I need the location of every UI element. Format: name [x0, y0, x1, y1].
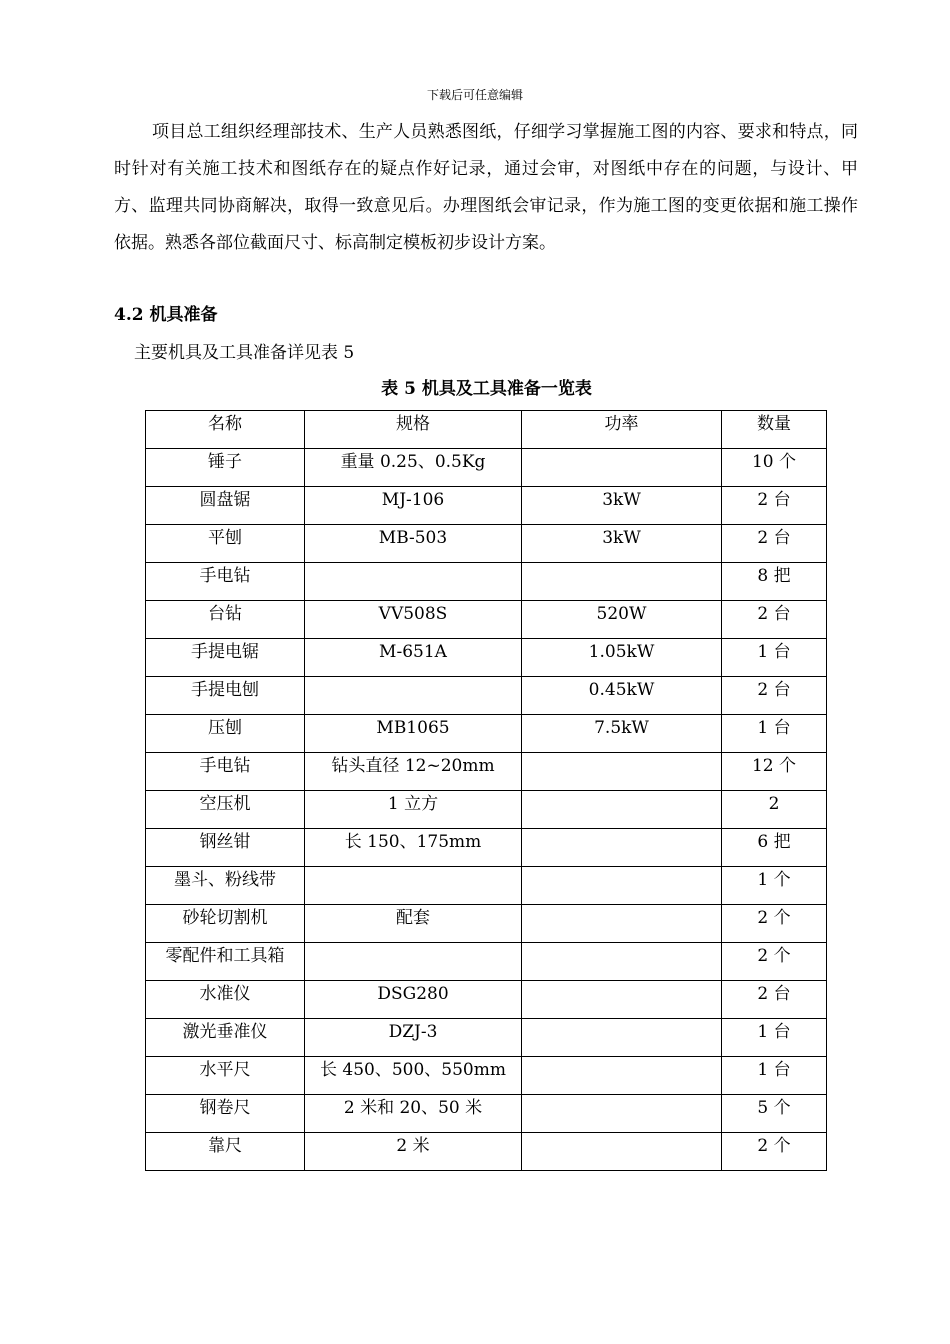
- table-row: [146, 715, 827, 753]
- cell-name: 钢丝钳: [146, 829, 305, 867]
- table-body: [146, 449, 827, 1171]
- cell-power: [522, 449, 722, 487]
- cell-power: [522, 753, 722, 791]
- cell-power: 3kW: [522, 487, 722, 525]
- cell-power: [522, 791, 722, 829]
- table-row: [146, 487, 827, 525]
- cell-power: [522, 1095, 722, 1133]
- cell-power: [522, 1057, 722, 1095]
- table-row: [146, 943, 827, 981]
- cell-spec: 2 米: [305, 1133, 522, 1171]
- header-power: 功率: [522, 411, 722, 449]
- cell-name: 砂轮切割机: [146, 905, 305, 943]
- cell-quantity: 2 台: [722, 525, 827, 563]
- cell-power: [522, 943, 722, 981]
- table-row: [146, 753, 827, 791]
- cell-power: [522, 905, 722, 943]
- cell-name: 水准仪: [146, 981, 305, 1019]
- body-paragraph: 项目总工组织经理部技术、生产人员熟悉图纸，仔细学习掌握施工图的内容、要求和特点，同时针对有关施工技术和图纸存在的疑点作好记录，通过会审，对图纸中存在的问题，与设计、甲方、监理共同协商解决，取得一致意见后。办理图纸会审记录，作为施工图的变更依据和施工操作依据。熟悉各部位截面尺寸、标高制定模板初步设计方案。: [114, 122, 858, 253]
- cell-name: 手电钻: [146, 563, 305, 601]
- table-row: [146, 905, 827, 943]
- cell-spec: 2 米和 20、50 米: [305, 1095, 522, 1133]
- header-quantity: 数量: [722, 411, 827, 449]
- cell-power: 7.5kW: [522, 715, 722, 753]
- cell-power: [522, 1019, 722, 1057]
- cell-quantity: 2: [722, 791, 827, 829]
- cell-spec: [305, 943, 522, 981]
- cell-spec: MJ-106: [305, 487, 522, 525]
- table-row: [146, 601, 827, 639]
- cell-quantity: 1 台: [722, 639, 827, 677]
- table-row: [146, 1057, 827, 1095]
- cell-power: [522, 867, 722, 905]
- table-caption: 表 5 机具及工具准备一览表: [381, 379, 592, 399]
- cell-power: [522, 981, 722, 1019]
- cell-quantity: 2 台: [722, 601, 827, 639]
- cell-spec: [305, 867, 522, 905]
- cell-name: 平刨: [146, 525, 305, 563]
- page-header-note: 下载后可任意编辑: [426, 88, 523, 102]
- header-name: 名称: [146, 411, 305, 449]
- cell-power: 1.05kW: [522, 639, 722, 677]
- cell-name: 靠尺: [146, 1133, 305, 1171]
- cell-name: 锤子: [146, 449, 305, 487]
- cell-quantity: 1 台: [722, 715, 827, 753]
- cell-spec: 钻头直径 12~20mm: [305, 753, 522, 791]
- cell-quantity: 2 台: [722, 981, 827, 1019]
- table-row: [146, 677, 827, 715]
- cell-name: 圆盘锯: [146, 487, 305, 525]
- cell-spec: DSG280: [305, 981, 522, 1019]
- cell-spec: DZJ-3: [305, 1019, 522, 1057]
- cell-power: 3kW: [522, 525, 722, 563]
- cell-name: 墨斗、粉线带: [146, 867, 305, 905]
- table-row: [146, 449, 827, 487]
- cell-power: [522, 829, 722, 867]
- cell-spec: 1 立方: [305, 791, 522, 829]
- table-row: [146, 791, 827, 829]
- cell-quantity: 1 个: [722, 867, 827, 905]
- table-row: [146, 525, 827, 563]
- cell-quantity: 2 个: [722, 943, 827, 981]
- header-spec: 规格: [305, 411, 522, 449]
- cell-spec: VV508S: [305, 601, 522, 639]
- cell-quantity: 10 个: [722, 449, 827, 487]
- cell-spec: M-651A: [305, 639, 522, 677]
- section-intro: 主要机具及工具准备详见表 5: [134, 343, 355, 363]
- cell-quantity: 5 个: [722, 1095, 827, 1133]
- table-row: [146, 563, 827, 601]
- cell-name: 钢卷尺: [146, 1095, 305, 1133]
- cell-name: 零配件和工具箱: [146, 943, 305, 981]
- cell-spec: [305, 563, 522, 601]
- tools-table: [145, 410, 827, 1171]
- cell-spec: MB-503: [305, 525, 522, 563]
- cell-power: 520W: [522, 601, 722, 639]
- cell-name: 压刨: [146, 715, 305, 753]
- table-row: [146, 1095, 827, 1133]
- cell-quantity: 6 把: [722, 829, 827, 867]
- cell-spec: MB1065: [305, 715, 522, 753]
- table-row: [146, 981, 827, 1019]
- cell-name: 手提电锯: [146, 639, 305, 677]
- table-row: [146, 867, 827, 905]
- table-row: [146, 1019, 827, 1057]
- cell-name: 手电钻: [146, 753, 305, 791]
- table-row: [146, 639, 827, 677]
- cell-quantity: 1 台: [722, 1019, 827, 1057]
- cell-power: [522, 1133, 722, 1171]
- cell-name: 手提电刨: [146, 677, 305, 715]
- cell-spec: 长 150、175mm: [305, 829, 522, 867]
- cell-quantity: 12 个: [722, 753, 827, 791]
- cell-spec: 配套: [305, 905, 522, 943]
- cell-quantity: 8 把: [722, 563, 827, 601]
- cell-spec: 重量 0.25、0.5Kg: [305, 449, 522, 487]
- table-row: [146, 1133, 827, 1171]
- cell-name: 水平尺: [146, 1057, 305, 1095]
- cell-power: 0.45kW: [522, 677, 722, 715]
- table-row: [146, 829, 827, 867]
- cell-quantity: 2 个: [722, 905, 827, 943]
- cell-quantity: 2 台: [722, 487, 827, 525]
- cell-name: 空压机: [146, 791, 305, 829]
- cell-quantity: 2 个: [722, 1133, 827, 1171]
- table-header-row: [146, 411, 827, 449]
- cell-spec: [305, 677, 522, 715]
- section-heading: 4.2 机具准备: [114, 305, 218, 325]
- cell-quantity: 1 台: [722, 1057, 827, 1095]
- cell-name: 台钻: [146, 601, 305, 639]
- cell-name: 激光垂准仪: [146, 1019, 305, 1057]
- cell-quantity: 2 台: [722, 677, 827, 715]
- cell-spec: 长 450、500、550mm: [305, 1057, 522, 1095]
- cell-power: [522, 563, 722, 601]
